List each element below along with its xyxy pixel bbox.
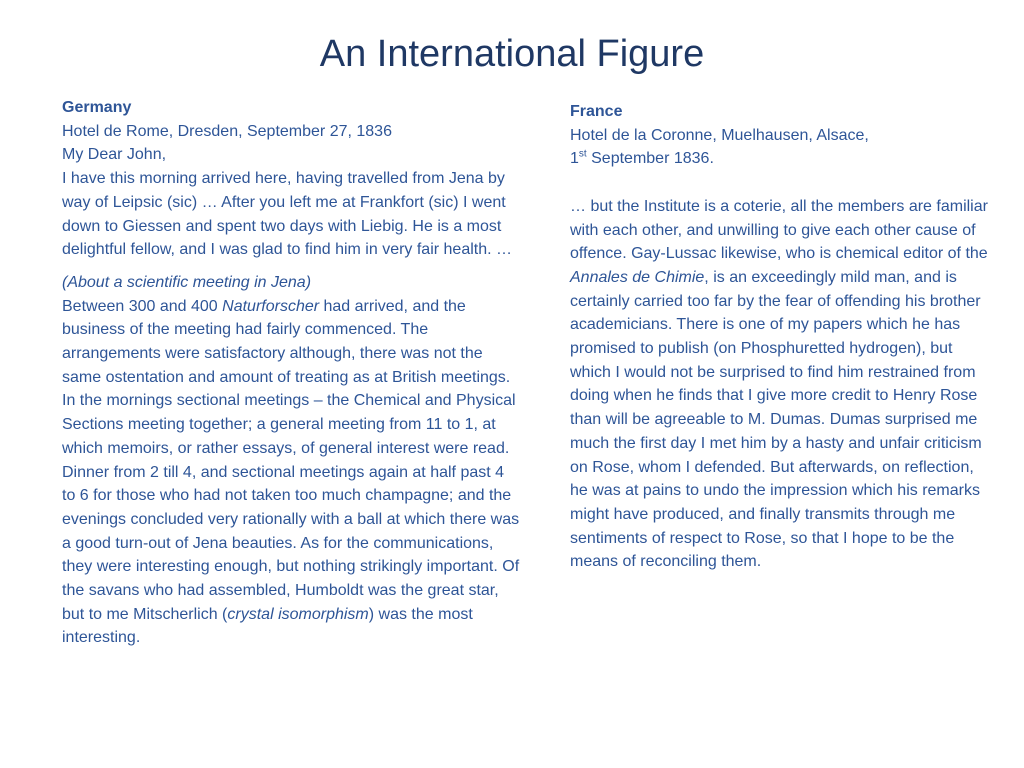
paragraph-gap (62, 262, 520, 271)
germany-paragraph-2 (62, 295, 520, 651)
slide-title: An International Figure (319, 33, 705, 75)
france-date-suffix: st (578, 149, 587, 161)
naturforscher-term: Naturforscher (222, 297, 320, 315)
annales-de-chimie-title: Annales de Chimie (570, 268, 705, 286)
france-date (570, 147, 990, 171)
germany-meeting-note: (About a scientific meeting in Jena) (62, 273, 312, 291)
france-date-number: 1 (570, 150, 579, 168)
france-date-rest: September 1836. (586, 150, 714, 168)
germany-address: Hotel de Rome, Dresden, September 27, 1836 (62, 122, 392, 140)
germany-paragraph-2-part-a: Between 300 and 400 (62, 297, 223, 315)
germany-paragraph-1: I have this morning arrived here, having travelled from Jena by way of Leipsic (sic) … After you left me at Frankfort (sic) I went down to Giessen and spent two days with Liebig. He is a most delightful fellow, and I was glad to find him in very fair health. … (62, 170, 513, 259)
france-paragraph-part-b: , is an exceedingly mild man, and is certainly carried too far by the fear of offending his brother academicians. There is one of my papers which he has promised to publish (on Phosphuretted hydrogen), but which I would not be surprised to find him restrained from doing when he finds that I give more credit to Henry Rose than will be agreeable to M. Dumas. Dumas surprised me much the first day I met him by a hasty and unfair criticism on Rose, whom I defended. But afterwards, on reflection, he was at pains to undo the impression which his remarks might have produced, and finally transmits through me sentiments of respect to Rose, so that I hope to be the means of reconciling them. (570, 268, 982, 571)
blank-line (570, 171, 990, 195)
france-column (570, 100, 990, 574)
france-heading: France (570, 103, 623, 120)
germany-column (62, 96, 520, 650)
crystal-isomorphism-term: crystal isomorphism (227, 605, 369, 623)
france-paragraph-part-a: … but the Institute is a coterie, all the members are familiar with each other, and unwilling to give each other cause of offence. Gay-Lussac likewise, who is chemical editor of the (570, 197, 988, 263)
france-address: Hotel de la Coronne, Muelhausen, Alsace, (570, 126, 869, 144)
germany-heading: Germany (62, 99, 132, 116)
germany-paragraph-2-part-b: had arrived, and the business of the meeting had fairly commenced. The arrangements were satisfactory although, there was not the same ostentation and amount of treating as at British meetings. In the mornings sectional meetings – the Chemical and Physical Sections meeting together; a general meeting from 11 to 1, at which memoirs, or rather essays, of general interest were read. Dinner from 2 till 4, and sectional meetings again at half past 4 to 6 for those who had not taken too much champagne; and the evenings concluded very rationally with a ball at which there was a good turn-out of Jena beauties. As for the communications, they were interesting enough, but nothing strikingly important. Of the savans who had assembled, Humboldt was the great star, but to me Mitscherlich ( (62, 297, 520, 623)
germany-paragraph-2-part-c: ) was the most interesting. (62, 605, 473, 647)
france-paragraph (570, 195, 990, 574)
germany-salutation: My Dear John, (62, 146, 167, 164)
